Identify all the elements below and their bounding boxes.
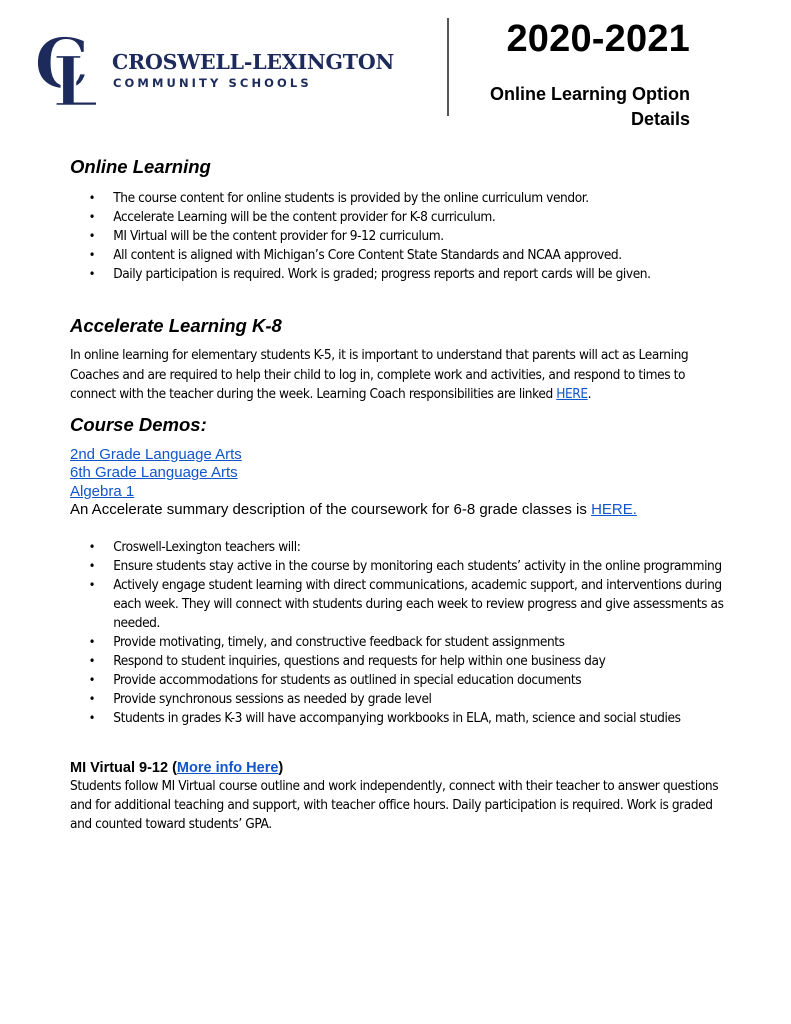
list-item: • MI Virtual will be the content provider for 9-12 curriculum. [70, 227, 730, 246]
list-item: • Students in grades K-3 will have accompanying workbooks in ELA, math, science and social studies [70, 709, 730, 728]
accelerate-summary [70, 501, 730, 520]
list-item: • Provide synchronous sessions as needed by grade level [70, 690, 730, 709]
accelerate-heading: Accelerate Learning K-8 [70, 315, 282, 336]
course-demos-heading: Course Demos: [70, 413, 207, 435]
list-item: • Croswell-Lexington teachers will: [70, 538, 730, 557]
list-item: • All content is aligned with Michigan’s Core Content State Standards and NCAA approved. [70, 246, 730, 265]
subtitle-line-1: Online Learning Option [490, 84, 690, 104]
list-item: • Actively engage student learning with direct communications, academic support, and interventions during each week. They will connect with students during each week to review progress and give assessments as needed. [70, 576, 730, 633]
accelerate-paragraph [70, 346, 730, 405]
demo-link-algebra-1[interactable]: Algebra 1 [70, 482, 135, 500]
mi-virtual-heading [70, 760, 730, 776]
mi-virtual-heading-suffix: ) [278, 759, 284, 776]
school-subtitle: COMMUNITY SCHOOLS [113, 76, 312, 90]
list-item: • Provide motivating, timely, and constructive feedback for student assignments [70, 633, 730, 652]
svg-text:L: L [52, 40, 96, 112]
document-year: 2020-2021 [506, 18, 690, 60]
document-body [70, 156, 730, 834]
learning-coach-link[interactable]: HERE [556, 387, 588, 402]
list-item: • The course content for online students is provided by the online curriculum vendor. [70, 189, 730, 208]
list-item: • Accelerate Learning will be the content provider for K-8 curriculum. [70, 208, 730, 227]
course-demo-links [70, 446, 730, 520]
teacher-list [70, 538, 730, 728]
online-learning-list [70, 189, 730, 284]
accelerate-text: In online learning for elementary students K-5, it is important to understand that parents will act as Learning Coaches and are required to help their child to log in, complete work and activities, and respond to times to connect with the teacher during the week. Learning Coach responsibilities are linked [70, 348, 689, 402]
mi-virtual-more-info-link[interactable]: More info Here [176, 759, 279, 776]
list-item: • Ensure students stay active in the course by monitoring each students’ activity in the online programming [70, 557, 730, 576]
accelerate-end: . [587, 387, 592, 402]
online-learning-heading: Online Learning [70, 156, 211, 177]
mi-virtual-heading-prefix: MI Virtual 9-12 ( [70, 759, 177, 776]
demo-link-6th-grade-language-arts[interactable]: 6th Grade Language Arts [70, 464, 238, 481]
document-subtitle [430, 82, 690, 132]
list-item: • Respond to student inquiries, questions and requests for help within one business day [70, 652, 730, 671]
svg-text:C: C [34, 26, 90, 105]
subtitle-line-2: Details [630, 109, 690, 129]
list-item: • Provide accommodations for students as outlined in special education documents [70, 671, 730, 690]
summary-link[interactable]: HERE. [591, 501, 637, 518]
summary-text: An Accelerate summary description of the coursework for 6-8 grade classes is [70, 501, 592, 518]
mi-virtual-paragraph: Students follow MI Virtual course outline and work independently, connect with their teacher to answer questions and for additional teaching and support, with teacher office hours. Daily participation is required. Work is graded and counted toward students’ GPA. [70, 778, 719, 832]
school-logo [32, 26, 96, 112]
demo-link-2nd-grade-language-arts[interactable]: 2nd Grade Language Arts [70, 445, 242, 463]
list-item: • Daily participation is required. Work is graded; progress reports and report cards will be given. [70, 265, 730, 284]
school-name: CROSWELL-LEXINGTON [112, 50, 395, 74]
